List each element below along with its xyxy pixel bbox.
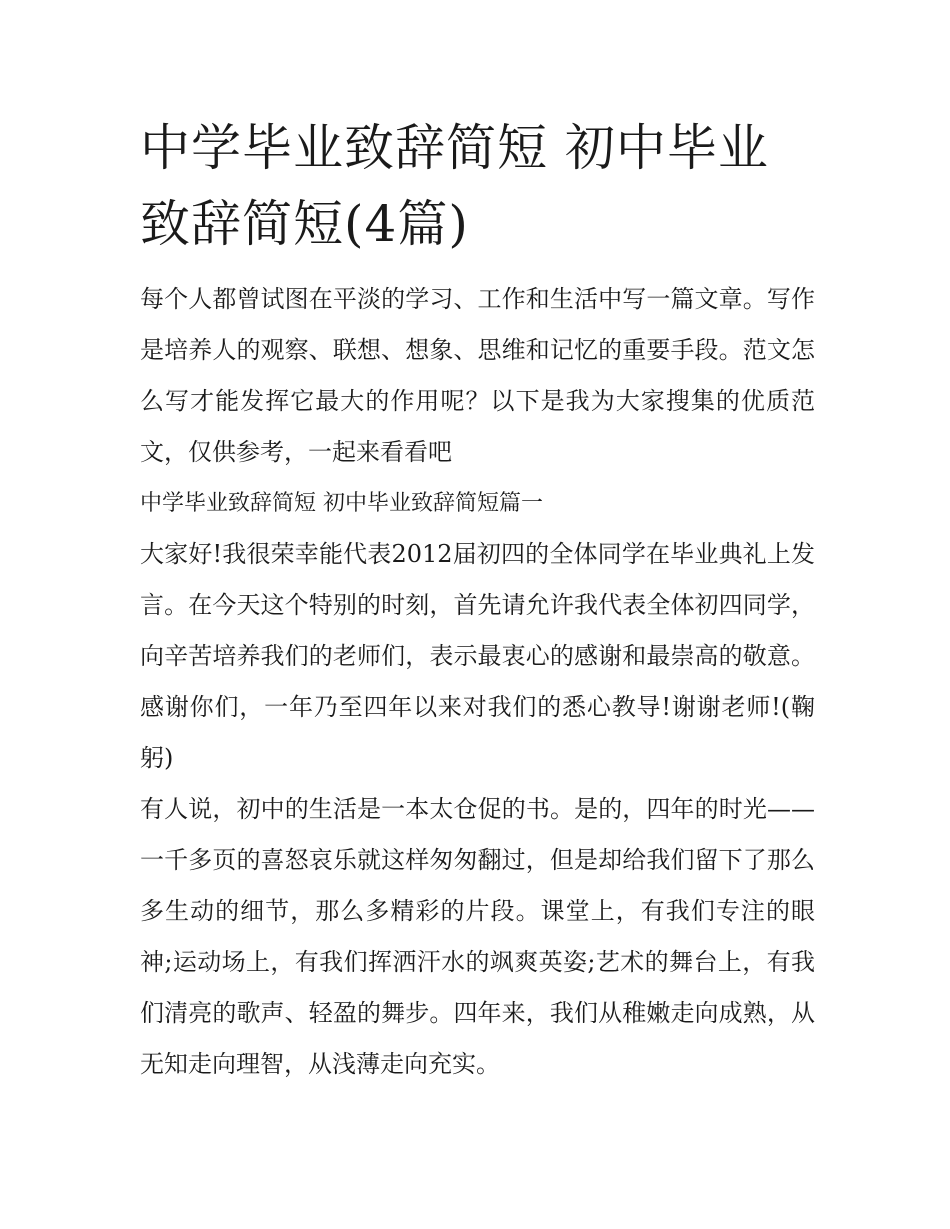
body-paragraph-1: 大家好!我很荣幸能代表2012届初四的全体同学在毕业典礼上发言。在今天这个特别的时刻，首先请允许我代表全体初四同学，向辛苦培养我们的老师们，表示最衷心的感谢和最崇高的敬意。感谢你们，一年乃至四年以来对我们的悉心教导!谢谢老师!(鞠躬) bbox=[140, 540, 815, 772]
intro-paragraph: 每个人都曾试图在平淡的学习、工作和生活中写一篇文章。写作是培养人的观察、联想、想象、思维和记忆的重要手段。范文怎么写才能发挥它最大的作用呢？以下是我为大家搜集的优质范文，仅供参考，一起来看看吧 bbox=[140, 285, 815, 466]
section-heading: 中学毕业致辞简短 初中毕业致辞简短篇一 bbox=[140, 491, 543, 516]
body-paragraph-2: 有人说，初中的生活是一本太仓促的书。是的，四年的时光——一千多页的喜怒哀乐就这样匆匆翻过，但是却给我们留下了那么多生动的细节，那么多精彩的片段。课堂上，有我们专注的眼神;运动场上，有我们挥洒汗水的飒爽英姿;艺术的舞台上，有我们清亮的歌声、轻盈的舞步。四年来，我们从稚嫩走向成熟，从无知走向理智，从浅薄走向充实。 bbox=[140, 795, 815, 1078]
document-title: 中学毕业致辞简短 初中毕业致辞简短(4篇) bbox=[140, 119, 769, 253]
document-page bbox=[140, 110, 815, 1090]
